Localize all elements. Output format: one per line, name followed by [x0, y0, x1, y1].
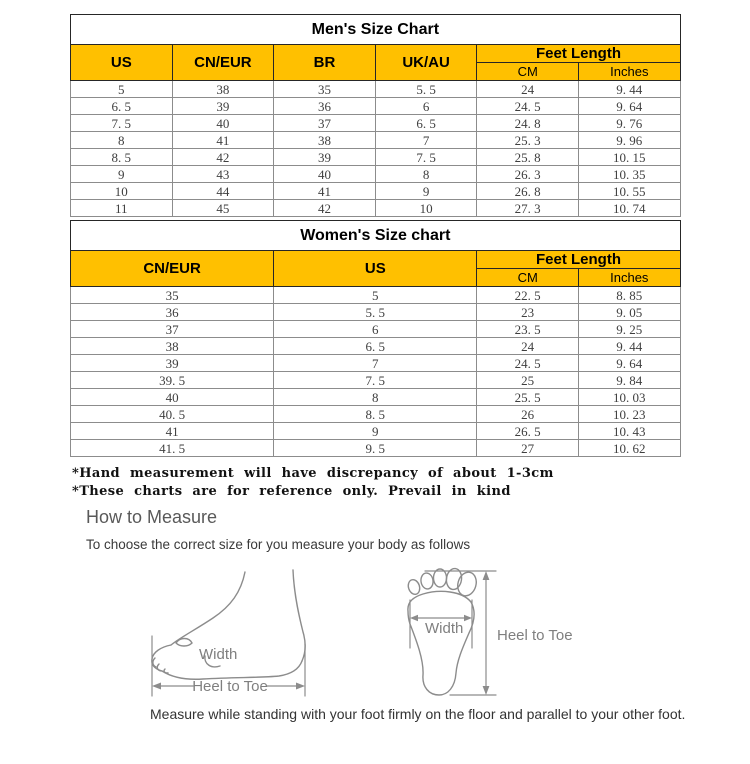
womens-table-body [71, 287, 681, 457]
table-cell: 41 [71, 423, 274, 440]
table-row [71, 423, 681, 440]
womens-subheader-cm: CM [477, 269, 579, 287]
table-cell: 9. 5 [274, 440, 477, 457]
table-cell: 8. 5 [71, 149, 173, 166]
table-cell: 6. 5 [71, 98, 173, 115]
table-cell: 35 [274, 81, 376, 98]
table-row [71, 287, 681, 304]
table-cell: 7. 5 [375, 149, 477, 166]
mens-table-body [71, 81, 681, 217]
table-cell: 9. 84 [578, 372, 680, 389]
table-row [71, 372, 681, 389]
table-cell: 9. 44 [578, 338, 680, 355]
table-cell: 26. 5 [477, 423, 579, 440]
table-cell: 9. 05 [578, 304, 680, 321]
table-cell: 40 [274, 166, 376, 183]
side-view-heel-to-toe-label: Heel to Toe [192, 678, 268, 695]
table-cell: 9 [375, 183, 477, 200]
table-cell: 6 [274, 321, 477, 338]
table-cell: 6. 5 [274, 338, 477, 355]
foot-sole-view-diagram [395, 556, 610, 702]
table-cell: 23 [477, 304, 579, 321]
table-cell: 9. 25 [578, 321, 680, 338]
table-row [71, 149, 681, 166]
table-cell: 39 [71, 355, 274, 372]
table-cell: 44 [172, 183, 274, 200]
sole-view-heel-to-toe-label: Heel to Toe [497, 627, 573, 644]
table-cell: 26 [477, 406, 579, 423]
table-cell: 25. 3 [477, 132, 579, 149]
table-cell: 8 [274, 389, 477, 406]
table-cell: 9. 64 [578, 98, 680, 115]
table-row [71, 183, 681, 200]
table-cell: 10. 03 [578, 389, 680, 406]
table-cell: 10. 43 [578, 423, 680, 440]
table-cell: 27. 3 [477, 200, 579, 217]
table-cell: 8. 5 [274, 406, 477, 423]
table-row [71, 132, 681, 149]
table-cell: 35 [71, 287, 274, 304]
table-cell: 10. 62 [578, 440, 680, 457]
mens-column-header-uk-au: UK/AU [375, 45, 477, 81]
table-cell: 7 [375, 132, 477, 149]
table-cell: 10 [71, 183, 173, 200]
table-cell: 7. 5 [274, 372, 477, 389]
table-cell: 42 [172, 149, 274, 166]
table-cell: 25. 5 [477, 389, 579, 406]
table-cell: 8 [71, 132, 173, 149]
table-cell: 9. 64 [578, 355, 680, 372]
table-cell: 9. 76 [578, 115, 680, 132]
table-cell: 42 [274, 200, 376, 217]
table-row [71, 321, 681, 338]
foot-side-view-diagram [143, 558, 318, 702]
mens-table-title: Men's Size Chart [71, 15, 681, 45]
mens-size-table [70, 14, 681, 217]
table-cell: 10. 15 [578, 149, 680, 166]
table-cell: 40 [172, 115, 274, 132]
table-cell: 38 [172, 81, 274, 98]
table-row [71, 304, 681, 321]
table-cell: 10. 23 [578, 406, 680, 423]
table-row [71, 200, 681, 217]
table-row [71, 389, 681, 406]
table-row [71, 98, 681, 115]
womens-size-table [70, 220, 681, 457]
mens-subheader-cm: CM [477, 63, 579, 81]
table-cell: 43 [172, 166, 274, 183]
womens-column-header-cn-eur: CN/EUR [71, 251, 274, 287]
mens-column-header-us: US [71, 45, 173, 81]
table-cell: 11 [71, 200, 173, 217]
table-row [71, 440, 681, 457]
table-cell: 37 [274, 115, 376, 132]
footnotes [72, 465, 750, 501]
table-cell: 25 [477, 372, 579, 389]
how-to-measure-title: How to Measure [86, 507, 218, 527]
table-cell: 38 [71, 338, 274, 355]
table-cell: 36 [71, 304, 274, 321]
table-cell: 10. 35 [578, 166, 680, 183]
table-cell: 9 [71, 166, 173, 183]
table-cell: 9. 44 [578, 81, 680, 98]
womens-table-title: Women's Size chart [71, 221, 681, 251]
table-cell: 10 [375, 200, 477, 217]
table-row [71, 166, 681, 183]
table-cell: 41 [172, 132, 274, 149]
table-row [71, 115, 681, 132]
measure-diagrams [0, 556, 750, 702]
measure-caption: Measure while standing with your foot firmly on the floor and parallel to your other foot. [150, 706, 686, 722]
table-cell: 25. 8 [477, 149, 579, 166]
table-cell: 26. 3 [477, 166, 579, 183]
table-cell: 37 [71, 321, 274, 338]
side-view-width-label: Width [199, 646, 238, 663]
mens-subheader-inches: Inches [578, 63, 680, 81]
footnote-reference-only: *These charts are for reference only. Prevail in kind [72, 484, 511, 499]
table-cell: 22. 5 [477, 287, 579, 304]
table-cell: 24. 5 [477, 355, 579, 372]
table-cell: 8 [375, 166, 477, 183]
table-row [71, 81, 681, 98]
how-to-measure-subtitle: To choose the correct size for you measure your body as follows [86, 537, 471, 552]
table-cell: 6. 5 [375, 115, 477, 132]
mens-feet-length-header: Feet Length [477, 45, 680, 63]
table-cell: 7. 5 [71, 115, 173, 132]
table-cell: 10. 55 [578, 183, 680, 200]
table-cell: 24 [477, 81, 579, 98]
table-cell: 39. 5 [71, 372, 274, 389]
table-cell: 5. 5 [375, 81, 477, 98]
table-cell: 6 [375, 98, 477, 115]
table-cell: 40. 5 [71, 406, 274, 423]
table-cell: 7 [274, 355, 477, 372]
table-row [71, 406, 681, 423]
table-row [71, 355, 681, 372]
table-cell: 38 [274, 132, 376, 149]
mens-column-header-cn-eur: CN/EUR [172, 45, 274, 81]
table-cell: 41 [274, 183, 376, 200]
table-cell: 39 [274, 149, 376, 166]
table-cell: 5 [274, 287, 477, 304]
table-cell: 40 [71, 389, 274, 406]
womens-subheader-inches: Inches [578, 269, 680, 287]
table-cell: 9 [274, 423, 477, 440]
sole-view-width-label: Width [425, 620, 464, 637]
table-cell: 24 [477, 338, 579, 355]
table-cell: 5. 5 [274, 304, 477, 321]
table-cell: 10. 74 [578, 200, 680, 217]
table-cell: 45 [172, 200, 274, 217]
womens-feet-length-header: Feet Length [477, 251, 680, 269]
footnote-hand-measurement: *Hand measurement will have discrepancy of about 1-3cm [72, 466, 554, 481]
table-cell: 8. 85 [578, 287, 680, 304]
table-cell: 39 [172, 98, 274, 115]
table-cell: 9. 96 [578, 132, 680, 149]
table-cell: 5 [71, 81, 173, 98]
table-cell: 23. 5 [477, 321, 579, 338]
table-cell: 24. 8 [477, 115, 579, 132]
table-cell: 24. 5 [477, 98, 579, 115]
table-cell: 26. 8 [477, 183, 579, 200]
table-row [71, 338, 681, 355]
table-cell: 41. 5 [71, 440, 274, 457]
mens-column-header-br: BR [274, 45, 376, 81]
table-cell: 36 [274, 98, 376, 115]
womens-column-header-us: US [274, 251, 477, 287]
table-cell: 27 [477, 440, 579, 457]
